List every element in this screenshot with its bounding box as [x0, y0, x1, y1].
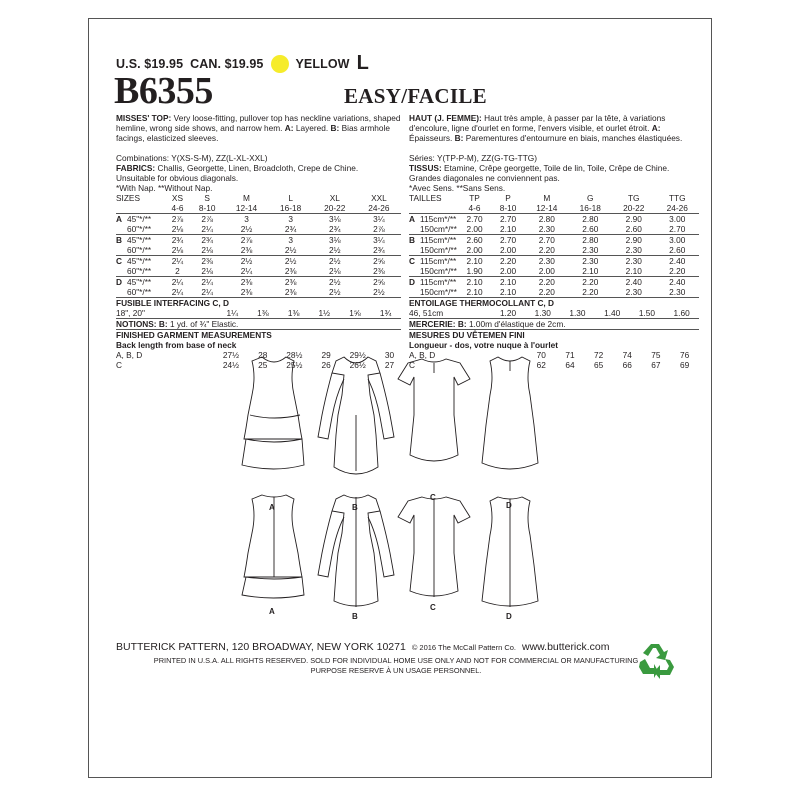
fabric-width: 150cm*/**	[420, 287, 457, 297]
view-letter	[116, 266, 127, 277]
view-label-d-top: D	[506, 501, 512, 510]
size-range: 8-10	[198, 203, 216, 213]
measurement-value: 26½	[349, 360, 366, 370]
view-letter	[409, 266, 420, 277]
copyright: © 2016 The McCall Pattern Co.	[411, 643, 516, 652]
measurement-value: 28½	[286, 350, 303, 360]
color-label: YELLOW	[295, 56, 350, 71]
measurement-views: A, B, D	[409, 350, 436, 360]
yardage-value: 2.70	[669, 224, 686, 234]
interfacing-value: 1.30	[534, 308, 551, 318]
yardage-value: 2⅞	[373, 224, 385, 234]
unsuitable-note-fr: Grandes diagonales ne conviennent pas.	[409, 173, 560, 183]
yardage-value: 3.00	[655, 214, 699, 225]
measurement-value: 71	[565, 350, 575, 360]
blank-cell	[127, 203, 165, 214]
notions-label-fr: MERCERIE: B:	[409, 319, 467, 329]
yardage-value: 2.10	[500, 224, 517, 234]
measurement-value: 62	[536, 360, 546, 370]
yardage-value: 2.70	[458, 214, 491, 225]
measurement-value: 27	[384, 360, 395, 370]
yardage-row	[409, 256, 699, 267]
yardage-value: 2⅛	[171, 224, 184, 234]
yardage-row	[409, 287, 699, 297]
yardage-value: 2.60	[625, 224, 642, 234]
measurement-views: C	[116, 360, 122, 370]
yardage-value: 2.20	[569, 277, 612, 288]
yardage-value: 2.00	[538, 266, 555, 276]
interfacing-value: 1.30	[569, 308, 586, 318]
yardage-value: 2⅜	[224, 277, 268, 288]
interfacing-value: 1.40	[604, 308, 621, 318]
fabric-width: 45"*/**	[127, 235, 165, 246]
yardage-value: 2.10	[625, 266, 642, 276]
description-fr	[409, 113, 699, 143]
measurement-value: 27½	[222, 350, 240, 360]
interfacing-value: 1.60	[673, 308, 690, 318]
view-letter	[116, 287, 127, 297]
yardage-value: 2.30	[625, 287, 642, 297]
measurement-value: 65	[593, 360, 604, 370]
measurement-value: 69	[680, 360, 690, 370]
yardage-value: 2.40	[655, 256, 699, 267]
yardage-value: 2⅛	[201, 266, 213, 276]
interfacing-label-fr: ENTOILAGE THERMOCOLLANT C, D	[409, 298, 555, 308]
yardage-value: 2⅜	[284, 266, 297, 276]
yardage-value: 2.00	[500, 245, 517, 255]
fabrics-fr	[409, 163, 699, 173]
fabric-width: 150cm*/**	[420, 224, 457, 234]
pattern-number: B6355	[114, 70, 213, 112]
size-range: 24-26	[368, 203, 390, 213]
back-length-label-fr: Longueur - dos, votre nuque à l'ourlet	[409, 340, 559, 350]
view-b-label-fr: B:	[454, 133, 464, 143]
view-letter: C	[409, 256, 420, 267]
view-b-text: Bias armhole facings, elasticized sleeves.	[116, 123, 390, 143]
yardage-value: 2.20	[582, 287, 599, 297]
yardage-row	[116, 224, 401, 235]
yardage-value: 2.30	[525, 256, 568, 267]
yardage-value: 2⅞	[190, 214, 225, 225]
garment-drawings	[240, 355, 560, 620]
yardage-value: 2.20	[538, 287, 555, 297]
unsuitable-note: Unsuitable for obvious diagonals.	[116, 173, 239, 183]
yardage-value: 2.70	[525, 235, 568, 246]
fabrics-text-fr: Etamine, Crêpe georgette, Toile de lin, Toile, Crêpe de Chine.	[444, 163, 670, 173]
yardage-value: 2.20	[538, 245, 555, 255]
yardage-value: 2¼	[165, 256, 190, 267]
yardage-value: 2¾	[284, 224, 297, 234]
footer-legal	[116, 656, 676, 675]
yardage-value: 2.90	[612, 235, 655, 246]
yardage-table	[116, 193, 401, 297]
yardage-value: 2½	[328, 245, 341, 255]
view-letter	[116, 245, 127, 256]
view-letter	[409, 245, 420, 256]
blank-cell	[420, 203, 458, 214]
yardage-value: 3	[269, 235, 313, 246]
yardage-value: 2⅜	[240, 287, 253, 297]
measurement-value: 76	[680, 350, 690, 360]
legal-english: PRINTED IN U.S.A. ALL RIGHTS RESERVED. SOLD FOR INDIVIDUAL HOME USE ONLY AND NOT FOR COMMERCIAL OR MANUFACTURING	[153, 656, 639, 665]
size-code: P	[505, 193, 511, 203]
yardage-value: 2.10	[491, 277, 525, 288]
yardage-value: 2⅛	[328, 266, 341, 276]
view-letter	[409, 224, 420, 235]
yardage-value: 2½	[269, 256, 313, 267]
yardage-value: 2½	[284, 245, 297, 255]
measurement-value: 64	[565, 360, 575, 370]
size-range: 16-18	[579, 203, 601, 213]
size-range: 16-18	[280, 203, 302, 213]
yardage-value: 2.10	[458, 277, 491, 288]
footer-address	[116, 641, 610, 653]
yardage-value: 2.00	[500, 266, 517, 276]
fabric-width: 115cm*/**	[420, 277, 457, 287]
yardage-value: 2.40	[612, 277, 655, 288]
view-label-a-bottom: A	[269, 607, 275, 616]
recycle-icon	[634, 640, 676, 682]
interfacing-width: 18", 20"	[116, 308, 145, 318]
yardage-row	[116, 287, 401, 297]
measurement-value: 25	[258, 360, 268, 370]
yardage-value: 2¼	[171, 287, 184, 297]
yardage-value: 2.80	[569, 235, 612, 246]
size-range: 4-6	[468, 203, 481, 213]
fabric-width: 45"*/**	[127, 277, 165, 288]
fabric-width: 115cm*/**	[420, 256, 457, 266]
yardage-value: 2⅜	[284, 287, 297, 297]
size-range: 20-22	[324, 203, 346, 213]
size-range-row	[116, 203, 401, 214]
interfacing-row	[409, 308, 699, 318]
yardage-value: 2¼	[240, 266, 253, 276]
fabrics-label: FABRICS:	[116, 163, 156, 173]
interfacing-value: 1⅝	[349, 308, 361, 318]
yardage-value: 2½	[313, 277, 357, 288]
yardage-row	[116, 277, 401, 288]
website-link[interactable]: www.butterick.com	[522, 641, 610, 653]
fabric-width: 45"*/**	[127, 256, 165, 267]
view-b-text-fr: Parementures d'entournure en biais, manches élastiquées.	[465, 133, 683, 143]
interfacing-value: 1¼	[226, 308, 239, 318]
yardage-value: 2	[175, 266, 180, 276]
view-b-label: B:	[330, 123, 340, 133]
yardage-row	[409, 235, 699, 246]
yardage-value: 2⅜	[240, 245, 253, 255]
size-code: TTG	[668, 193, 686, 203]
yardage-value: 2.70	[491, 214, 525, 225]
yardage-value: 2.30	[612, 256, 655, 267]
measurement-value: 29½	[349, 350, 366, 360]
size-letter: L	[356, 52, 369, 74]
blank-cell	[409, 203, 420, 214]
view-label-b-bottom: B	[352, 612, 358, 621]
yardage-value: 3	[224, 214, 268, 225]
yardage-row	[116, 256, 401, 267]
notions	[116, 319, 401, 329]
notions-text: 1 yd. of ¾" Elastic.	[169, 319, 239, 329]
fabric-width: 60"*/**	[127, 224, 152, 234]
yardage-value: 3⅛	[313, 214, 357, 225]
fabric-width: 150cm*/**	[420, 266, 457, 276]
yardage-value: 3⅛	[313, 235, 357, 246]
description	[116, 113, 401, 143]
yardage-value: 2.30	[625, 245, 642, 255]
view-label-b-top: B	[352, 503, 358, 512]
view-label-c-bottom: C	[430, 603, 436, 612]
view-d-front-drawing	[482, 357, 538, 469]
size-code: XS	[171, 193, 183, 203]
blank-cell	[116, 203, 127, 214]
yardage-value: 2.60	[669, 245, 686, 255]
measurement-value: 30	[384, 350, 395, 360]
measurement-value: 28	[258, 350, 268, 360]
size-range-row	[409, 203, 699, 214]
measurement-views: C	[409, 360, 415, 370]
fabric-width: 115cm*/**	[420, 235, 457, 245]
size-range: 12-14	[536, 203, 558, 213]
yardage-value: 2.40	[655, 277, 699, 288]
yardage-value: 2.80	[525, 214, 568, 225]
interfacing-value: 1.20	[499, 308, 517, 318]
view-letter: C	[116, 256, 127, 267]
yardage-value: 2.10	[466, 287, 483, 297]
size-code: S	[204, 193, 210, 203]
size-code: XL	[329, 193, 340, 203]
yardage-row	[116, 214, 401, 225]
yardage-value: 2.10	[458, 256, 491, 267]
size-code: G	[587, 193, 594, 203]
interfacing-value: 1½	[318, 308, 331, 318]
yardage-value: 2½	[240, 224, 253, 234]
measurement-value: 25½	[286, 360, 303, 370]
interfacing-row	[116, 308, 401, 318]
interfacing-table	[116, 308, 401, 318]
yardage-value: 2.60	[582, 224, 599, 234]
size-header-row	[409, 193, 699, 203]
interfacing-table-fr	[409, 308, 699, 318]
yardage-value: 2.20	[491, 256, 525, 267]
legal-french: PURPOSE RESERVE À UN USAGE PERSONNEL.	[310, 665, 482, 675]
view-label-c-top: C	[430, 493, 436, 502]
yardage-value: 2⅛	[201, 245, 213, 255]
description-text: Very loose-fitting, pullover top has neckline variations, shaped hemline, wrong side shows, and narrow hem.	[116, 113, 401, 133]
back-length-label: Back length from base of neck	[116, 340, 237, 350]
view-label-d-bottom: D	[506, 612, 512, 621]
yardage-value: 2.80	[569, 214, 612, 225]
view-letter	[116, 224, 127, 235]
view-letter: D	[116, 277, 127, 288]
notions-label: NOTIONS: B:	[116, 319, 168, 329]
size-code: TG	[627, 193, 640, 203]
fabric-width: 115cm*/**	[420, 214, 457, 224]
yardage-row	[409, 214, 699, 225]
fabric-width: 60"*/**	[127, 287, 152, 297]
yardage-value: 3.00	[655, 235, 699, 246]
yardage-value: 2¼	[190, 277, 225, 288]
yardage-value: 2⅞	[165, 214, 190, 225]
size-range: 12-14	[235, 203, 258, 213]
nap-note-fr: *Avec Sens. **Sans Sens.	[409, 183, 506, 193]
yardage-value: 2.00	[466, 224, 483, 234]
interfacing-label: FUSIBLE INTERFACING C, D	[116, 298, 229, 308]
yardage-row	[116, 245, 401, 256]
size-code: M	[243, 193, 250, 203]
yardage-value: 2.60	[458, 235, 491, 246]
measurement-value: 67	[651, 360, 661, 370]
yardage-value: 2⅞	[224, 235, 268, 246]
yardage-value: 2⅜	[269, 277, 313, 288]
view-letter: A	[116, 214, 127, 225]
yardage-value: 2.30	[582, 245, 599, 255]
size-range: 4-6	[171, 203, 184, 213]
yardage-value: 3	[269, 214, 313, 225]
fabrics-label-fr: TISSUS:	[409, 163, 442, 173]
yardage-value: 2¼	[165, 277, 190, 288]
yardage-value: 2¾	[373, 245, 385, 255]
view-a-text: Layered.	[295, 123, 329, 133]
fabrics-text: Challis, Georgette, Linen, Broadcloth, Crepe de Chine.	[157, 163, 359, 173]
us-price: U.S. $19.95	[116, 56, 184, 71]
interfacing-value: 1⅜	[287, 308, 300, 318]
measurement-value: 74	[622, 350, 632, 360]
yardage-row	[409, 224, 699, 235]
description-text-fr: Haut très ample, à passer par la tête, à variations d'encolure, ligne d'ourlet en forme, l'envers visible, et ourlet étroit.	[409, 113, 666, 133]
yardage-value: 2.70	[491, 235, 525, 246]
combinations: Combinations: Y(XS-S-M), ZZ(L-XL-XXL)	[116, 153, 268, 163]
yardage-value: 2½	[328, 287, 341, 297]
view-b-front-drawing	[318, 357, 394, 474]
yardage-value: 2½	[224, 256, 268, 267]
measurement-value: 24½	[222, 360, 240, 370]
fabric-width: 150cm*/**	[420, 245, 457, 255]
english-column	[116, 113, 401, 370]
view-a-text-fr: Épaisseurs.	[409, 133, 453, 143]
notions-text-fr: 1.00m d'élastique de 2cm.	[468, 319, 566, 329]
sizes-label: TAILLES	[409, 193, 442, 203]
fabric-width: 60"*/**	[127, 266, 152, 276]
yardage-row	[409, 266, 699, 277]
yardage-value: 2.10	[582, 266, 599, 276]
french-column	[409, 113, 699, 370]
view-label-a-top: A	[269, 503, 275, 512]
finished-measurements-label: FINISHED GARMENT MEASUREMENTS	[116, 330, 272, 340]
interfacing-value: 1⅜	[257, 308, 269, 318]
measurement-value: 75	[651, 350, 661, 360]
yardage-value: 2.90	[612, 214, 655, 225]
yardage-row	[116, 266, 401, 277]
yardage-value: 2¾	[328, 224, 341, 234]
company-address: BUTTERICK PATTERN, 120 BROADWAY, NEW YORK 10271	[116, 641, 406, 653]
yardage-value: 3¼	[357, 235, 401, 246]
view-letter: A	[409, 214, 420, 225]
yardage-value: 2¼	[201, 224, 213, 234]
yardage-row	[409, 277, 699, 288]
fabric-width: 60"*/**	[127, 245, 152, 255]
view-letter: B	[116, 235, 127, 246]
yardage-value: 2⅜	[190, 256, 225, 267]
nap-note: *With Nap. **Without Nap.	[116, 183, 213, 193]
yardage-value: 2⅜	[373, 266, 385, 276]
yardage-row	[409, 245, 699, 256]
measurement-value: 70	[536, 350, 546, 360]
interfacing-value: 1.50	[638, 308, 655, 318]
difficulty-label: EASY/FACILE	[344, 84, 487, 108]
size-range: 8-10	[499, 203, 517, 213]
yardage-value: 2.30	[538, 224, 555, 234]
yardage-table-fr	[409, 193, 699, 297]
fabrics	[116, 163, 401, 173]
yardage-value: 1.90	[466, 266, 483, 276]
garment-line-art	[240, 355, 560, 620]
yardage-value: 2¾	[165, 235, 190, 246]
description-title-fr: HAUT (J. FEMME):	[409, 113, 482, 123]
view-d-back-drawing	[482, 497, 538, 607]
view-a-label: A:	[284, 123, 294, 133]
measurement-value: 26	[321, 360, 331, 370]
yardage-value: 3¼	[357, 214, 401, 225]
yardage-value: 2½	[373, 287, 385, 297]
interfacing-value: 1¾	[379, 308, 392, 318]
view-letter: D	[409, 277, 420, 288]
fabric-width: 45"*/**	[127, 214, 165, 225]
size-code: M	[543, 193, 551, 203]
sizes-label: SIZES	[116, 193, 140, 203]
description-title: MISSES' TOP:	[116, 113, 172, 123]
size-header-row	[116, 193, 401, 203]
yardage-value: 2⅛	[171, 245, 184, 255]
yardage-value: 2.20	[669, 266, 686, 276]
yardage-value: 2⅝	[357, 277, 401, 288]
measurement-views: A, B, D	[116, 350, 143, 360]
view-c-back-drawing	[398, 497, 470, 597]
view-letter	[409, 287, 420, 297]
yardage-value: 2.30	[669, 287, 686, 297]
size-range: 20-22	[623, 203, 645, 213]
yardage-value: 2.30	[569, 256, 612, 267]
yardage-value: 2⅝	[357, 256, 401, 267]
size-code: L	[288, 193, 293, 203]
view-a-label-fr: A:	[651, 123, 661, 133]
yardage-value: 2½	[313, 256, 357, 267]
view-letter: B	[409, 235, 420, 246]
color-dot-icon	[271, 55, 289, 73]
interfacing-width: 46, 51cm	[409, 308, 444, 318]
yardage-value: 2.00	[466, 245, 483, 255]
combinations-fr: Séries: Y(TP-P-M), ZZ(G-TG-TTG)	[409, 153, 537, 163]
yardage-value: 2¾	[190, 235, 225, 246]
view-a-front-drawing	[242, 357, 304, 469]
measurement-value: 72	[593, 350, 604, 360]
view-c-front-drawing	[398, 359, 470, 461]
can-price: CAN. $19.95	[190, 56, 264, 71]
measurement-value: 29	[321, 350, 331, 360]
yardage-value: 2¼	[201, 287, 213, 297]
yardage-value: 2.10	[500, 287, 517, 297]
size-code: TP	[469, 193, 480, 203]
finished-measurements-label-fr: MESURES DU VÊTEMEN FINI	[409, 330, 525, 340]
yardage-value: 2.20	[525, 277, 568, 288]
size-range: 24-26	[666, 203, 688, 213]
measurement-value: 66	[622, 360, 632, 370]
notions-fr	[409, 319, 699, 329]
yardage-row	[116, 235, 401, 246]
size-code: XXL	[371, 193, 387, 203]
